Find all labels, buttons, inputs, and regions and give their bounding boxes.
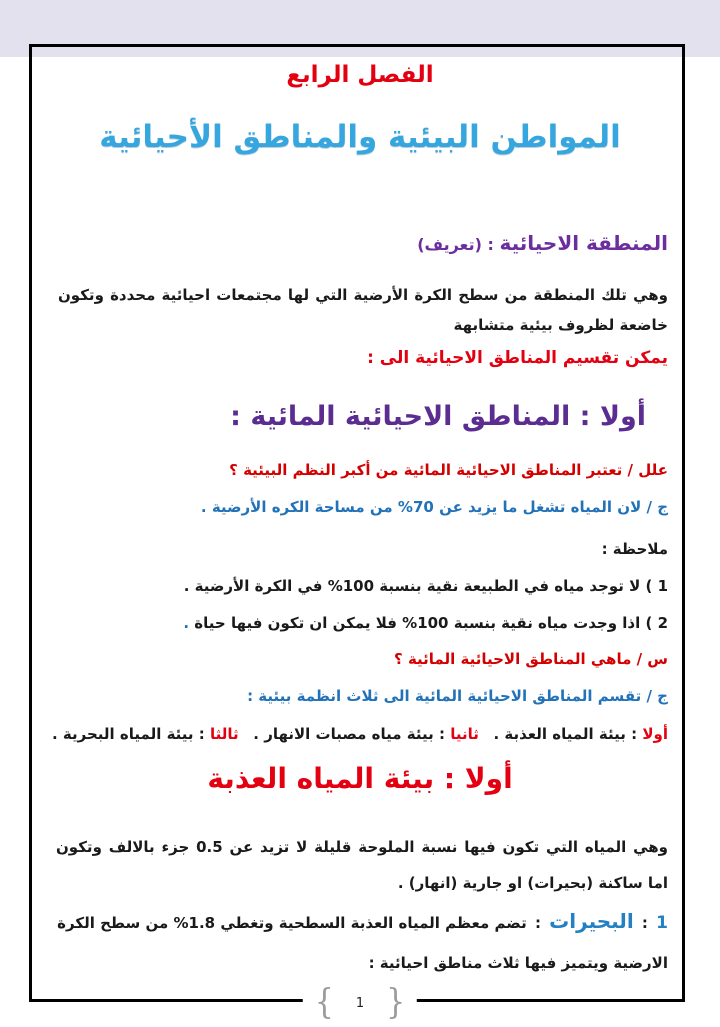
type-first-label: أولا (642, 725, 668, 743)
right-bracket-decoration: } (386, 982, 406, 1023)
note-item-2-text: 2 ) اذا وجدت مياه نقية بنسبة 100% فلا يمكن ان تكون فيها حياة (194, 614, 668, 632)
definition-heading-suffix: : (تعريف) (417, 235, 494, 254)
lakes-paragraph (56, 901, 668, 983)
note-item-2-period: . (183, 614, 190, 632)
type-first-text: : بيئة المياه العذبة . (493, 725, 638, 743)
aquatic-types-row (52, 725, 668, 743)
lakes-body-text: تضم معظم المياه العذبة السطحية وتغطي 1.8% من سطح الكرة الارضية ويتميز فيها ثلاث مناطق احيائية : (57, 914, 668, 972)
aquatic-section-banner: أولا : المناطق الاحيائية المائية : (230, 401, 646, 432)
page-number-badge (303, 984, 417, 1022)
page-title: المواطن البيئية والمناطق الأحيائية (99, 119, 621, 155)
definition-heading-name: المنطقة الاحيائية (499, 231, 668, 255)
answer-water-covers-70-percent: ج / لان المياه تشغل ما يزيد عن 70% من مساحة الكره الأرضية . (200, 498, 668, 516)
question-what-aquatic-biomes: س / ماهي المناطق الاحيائية المائية ؟ (394, 650, 668, 668)
type-third-text: : بيئة المياه البحرية . (52, 725, 205, 743)
lakes-title: البحيرات (549, 909, 634, 933)
definition-body: وهي تلك المنطقة من سطح الكرة الأرضية التي لها مجتمعات احيائية محددة وتكون خاضعة لظروف بيئية متشابهة (58, 286, 668, 334)
type-second-label: ثانيا (450, 725, 479, 743)
type-second-text: : بيئة مياه مصبات الانهار . (253, 725, 445, 743)
type-third-label: ثالثا (210, 725, 239, 743)
note-item-2 (183, 614, 668, 632)
lakes-separator-2: : (534, 914, 541, 932)
lakes-separator-1: : (641, 914, 648, 932)
chapter-title: الفصل الرابع (286, 62, 434, 88)
freshwater-section-heading: أولا : بيئة المياه العذبة (207, 762, 513, 795)
type-first (493, 725, 668, 743)
note-item-1: 1 ) لا توجد مياه في الطبيعة نقية بنسبة 100% في الكرة الأرضية . (183, 577, 668, 595)
type-third (52, 725, 239, 743)
type-second (253, 725, 479, 743)
definition-heading (417, 231, 668, 255)
freshwater-definition: وهي المياه التي تكون فيها نسبة الملوحة قليلة لا تزيد عن 0.5 جزء بالالف وتكون اما ساكنة (بحيرات) او جارية (انهار) . (56, 838, 668, 892)
answer-three-systems: ج / تقسم المناطق الاحيائية المائية الى ثلاث انظمة بيئية : (247, 687, 668, 705)
lakes-number: 1 (656, 913, 668, 933)
note-label: ملاحظة : (601, 540, 668, 558)
question-why-largest-ecosystems: علل / تعتبر المناطق الاحيائية المائية من أكبر النظم البيئية ؟ (229, 461, 668, 479)
division-intro-line: يمكن تقسيم المناطق الاحيائية الى : (367, 348, 668, 368)
left-bracket-decoration: { (314, 982, 334, 1023)
page-number: 1 (355, 995, 365, 1011)
